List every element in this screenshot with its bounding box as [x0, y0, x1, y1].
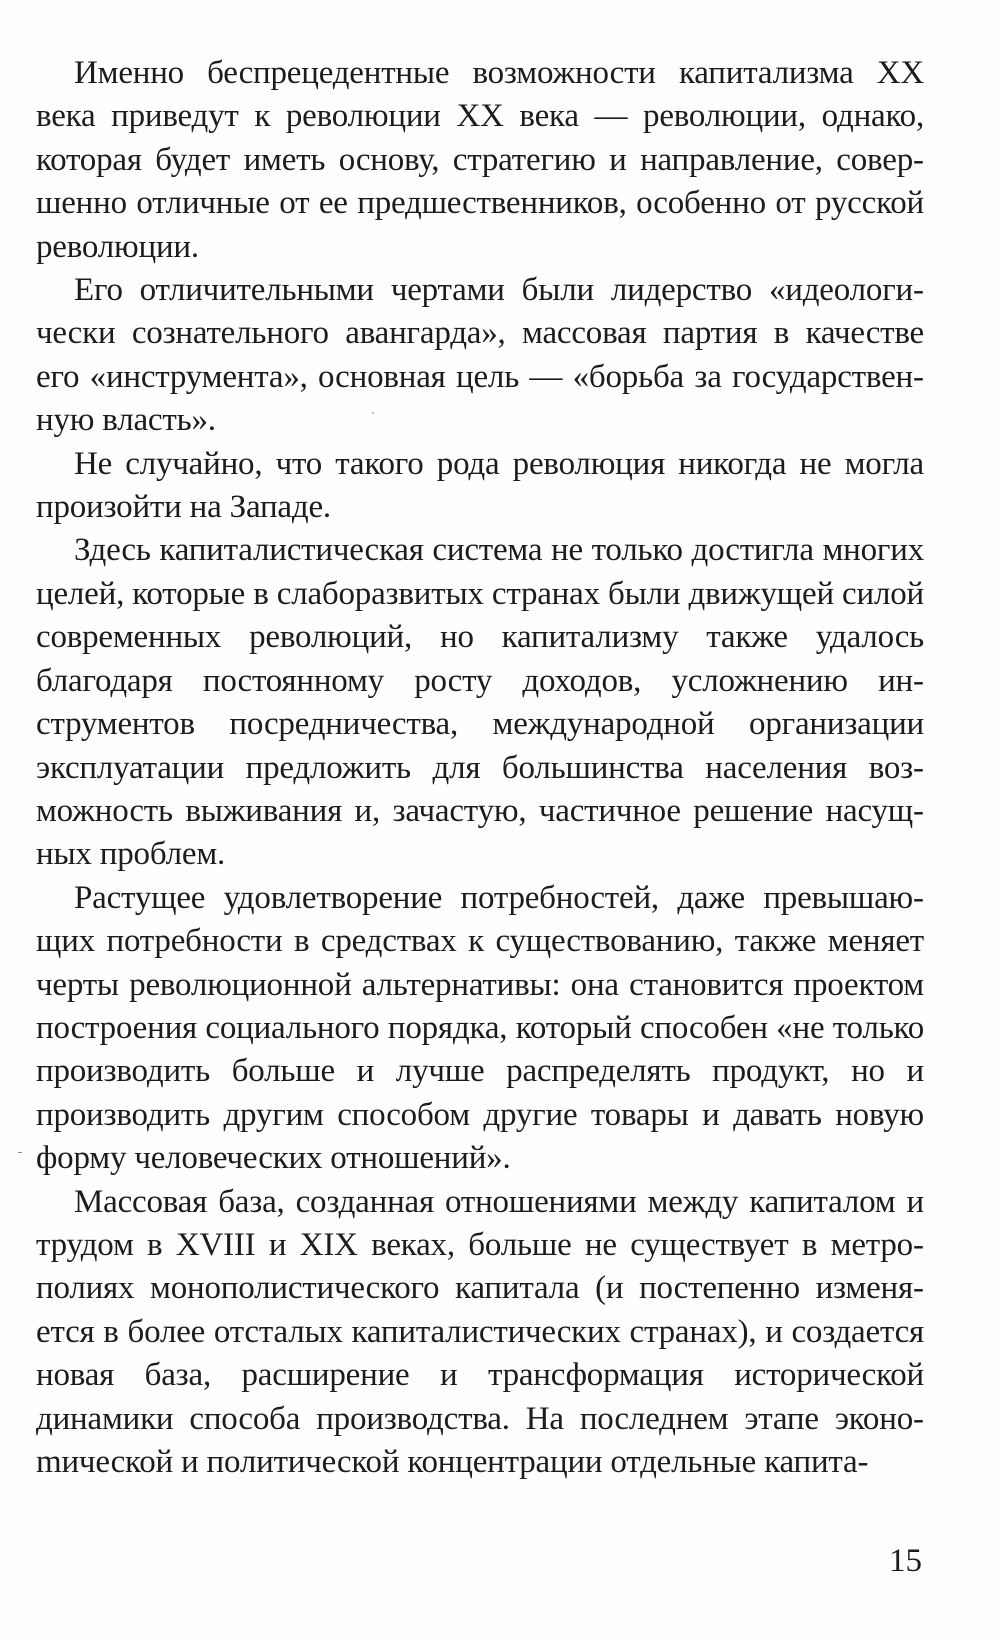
paragraph-6: Массовая база, созданная отношениями между капиталом и трудом в XVIII и XIX веках, больше не существует в метрополиях монополистического капитала (и постепенно изменяется в более отсталых капиталистических странах), и создается новая база, расширение и трансформация исторической динамики способа производства. На последнем этапе эконоmической и политической концентрации отдельные капита- — [36, 1183, 924, 1480]
page-number: 15 — [889, 1543, 922, 1579]
scan-speck — [18, 1152, 22, 1153]
paragraph-2: Его отличительными чертами были лидерство «идеологически сознательного авангарда», массовая партия в качестве его «инструмента», основная цель — «борьба за государственную власть». — [36, 272, 924, 439]
body-text — [36, 52, 924, 1484]
paragraph-5: Растущее удовлетворение потребностей, даже превышающих потребности в средствах к существованию, также меняет черты революционной альтернативы: она становится проектом построения социального порядка, который способен «не только производить больше и лучше распределять продукт, но и производить другим способом другие товары и давать новую форму человеческих отношений». — [36, 879, 924, 1177]
scan-dot — [372, 412, 374, 414]
paragraph-4: Здесь капиталистическая система не только достигла многих целей, которые в слаборазвитых странах были движущей силой современных революций, но капитализму также удалось благодаря постоянному росту доходов, усложнению инструментов посредничества, международной организации эксплуатации предложить для большинства населения возможность выживания и, зачастую, частичное решение насущных проблем. — [36, 532, 924, 873]
paragraph-1: Именно беспрецедентные возможности капитализма XX века приведут к революции XX века — революции, однако, которая будет иметь основу, стратегию и направление, совершенно отличные от ее предшественников, особенно от русской революции. — [36, 55, 924, 265]
paragraph-3: Не случайно, что такого рода революция никогда не могла произойти на Западе. — [36, 445, 924, 526]
